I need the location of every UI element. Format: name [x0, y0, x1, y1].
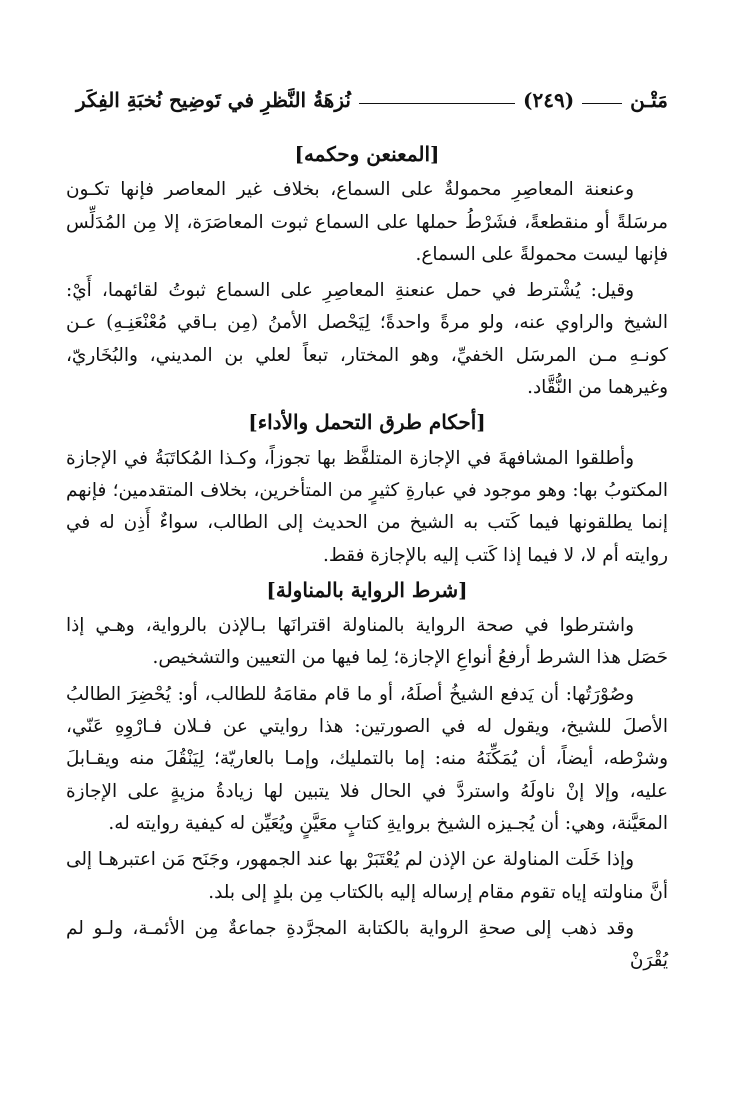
header-rule-long [359, 103, 515, 104]
section-heading-munawala: [شرط الرواية بالمناولة] [266, 577, 468, 602]
header-label: مَتْـن [630, 88, 668, 112]
paragraph-7: وقد ذهب إلى صحةِ الرواية بالكتابة المجرَّدةِ جماعةٌ مِن الأئمـة، ولـو لم يُقْرَنْ [66, 917, 668, 972]
paragraph-4: واشترطوا في صحة الرواية بالمناولة اقترانَها بـالإذن بالرواية، وهـي إذا حَصَل هذا الشرط أرفعُ أنواعِ الإجازة؛ لِما فيها من التعيين والتشخيص. [66, 615, 668, 669]
page-body [66, 136, 668, 977]
book-title: نُزهَةُ النَّظرِ في تَوضِيح نُخبَةِ الفِكَر [76, 88, 351, 112]
header-rule-short [582, 103, 622, 104]
paragraph-6: وإذا خَلَت المناولة عن الإذن لم يُعْتَبَرْ بها عند الجمهور، وجَنَح مَن اعتبرهـا إلى أنَّ مناولته إياه تقوم مقام إرساله إليه بالكتاب مِن بلدٍ إلى بلد. [66, 849, 668, 903]
paragraph-2: وقيل: يُشْترط في حمل عنعنةِ المعاصِرِ على السماع ثبوتُ لقائهما، أَيْ: الشيخ والراوي عنه، ولو مرةً واحدةً؛ لِيَحْصل الأمنُ (مِن بـاقي مُعْنْعَنِـهِ) عـن كونـهِ مـن المرسَل الخفيِّ، وهو المختار، تبعاً لعلي بن المديني، والبُخَاريّ، وغيرهما من النُّقَّاد. [66, 280, 668, 399]
section-heading-muanan: [المعنعن وحكمه] [294, 142, 440, 166]
page-number: (٢٤٩) [522, 88, 575, 112]
paragraph-1: وعنعنة المعاصِرِ محمولةٌ على السماع، بخلاف غير المعاصر فإنها تكـون مرسَلةً أو منقطعةً، فشَرْطُ حملها على السماع ثبوت المعاصَرَة، إلا مِن المُدَلِّس فإنها ليست محمولةً على السماع. [66, 179, 668, 265]
running-header [76, 84, 668, 116]
paragraph-5: وصُوْرَتُها: أن يَدفع الشيخُ أصلَهُ، أو ما قام مقامَهُ للطالب، أو: يُحْضِرَ الطالبُ الأصلَ للشيخ، ويقول له في الصورتين: هذا روايتي عن فـلان فـارْوِهِ عَنّي، وشرْطه، أيضاً، أن يُمَكِّنَهُ منه: إما بالتمليك، وإمـا بالعاريّة؛ لِيَنْقُلَ منه ويقـابلَ عليه، وإلا إنْ ناولَهُ واستردَّ في الحال فلا يتبين لها زيادةُ مزيةٍ على الإجازة المعَيَّنة، وهي: أن يُجـيزه الشيخ بروايةِ كتابٍ معَيَّنٍ ويُعَيِّن له كيفية روايته له. [66, 683, 668, 834]
paragraph-3: وأطلقوا المشافهةَ في الإجازة المتلفَّظ بها تجوزاً، وكـذا المُكاتَبَةُ في الإجازة المكتوبُ بها: وهو موجود في عبارةِ كثيرٍ من المتأخرين، بخلاف المتقدمين؛ فإنهم إنما يطلقونها فيما كَتب به الشيخ من الحديث إلى الطالب، سواءٌ أَذِن له في روايته أم لا، لا فيما إذا كَتب إليه بالإجازة فقط. [66, 447, 668, 566]
section-heading-tahammul: [أحكام طرق التحمل والأداء] [248, 410, 486, 435]
